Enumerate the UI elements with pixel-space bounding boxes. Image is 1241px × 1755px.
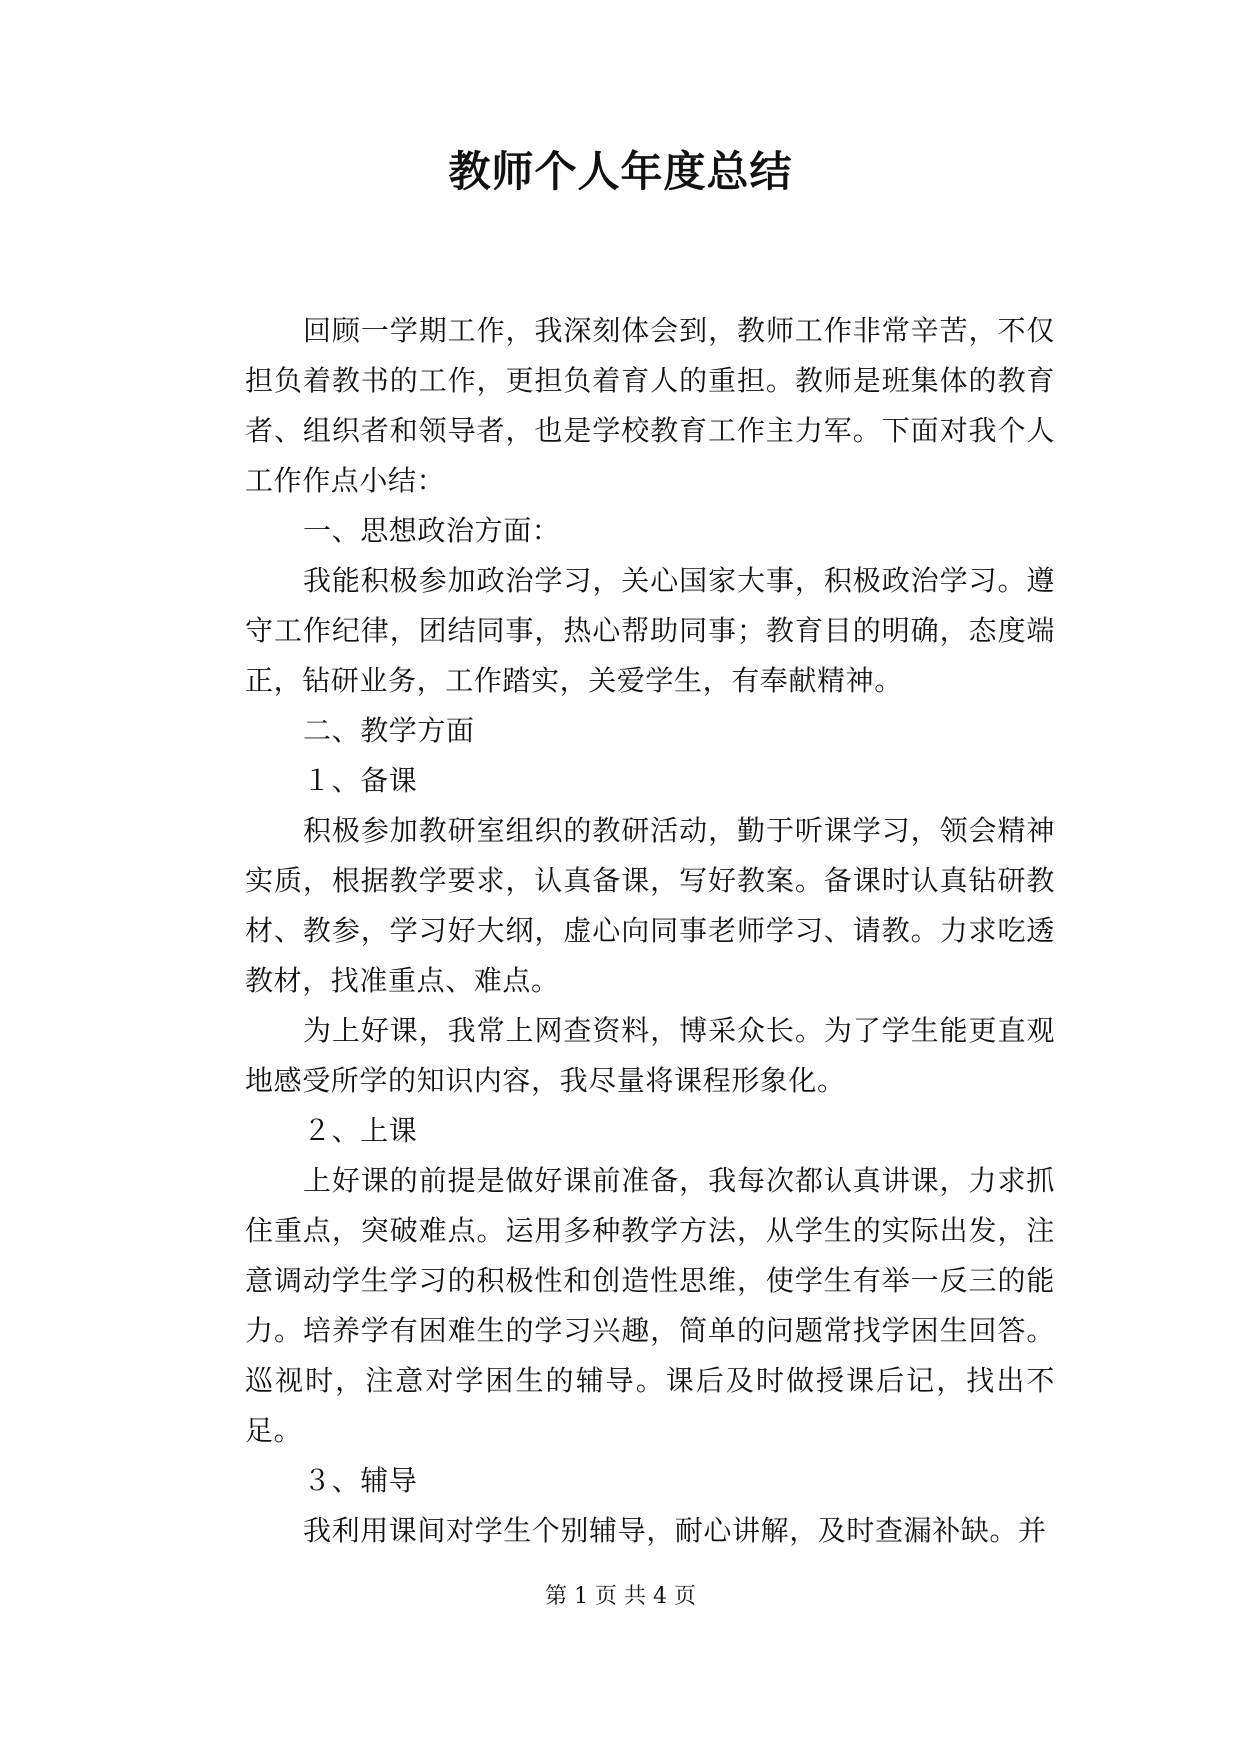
paragraph-class: 上好课的前提是做好课前准备，我每次都认真讲课，力求抓住重点，突破难点。运用多种教学方法，从学生的实际出发，注意调动学生学习的积极性和创造性思维，使学生有举一反三的能力。培养学有困难生的学习兴趣，简单的问题常找学困生回答。巡视时，注意对学困生的辅导。课后及时做授课后记，找出不足。 [245,1164,1055,1447]
paragraph-intro: 回顾一学期工作，我深刻体会到，教师工作非常辛苦，不仅担负着教书的工作，更担负着育人的重担。教师是班集体的教育者、组织者和领导者，也是学校教育工作主力军。下面对我个人工作作点小结： [245,314,1055,497]
paragraph-lesson-prep: 积极参加教研室组织的教研活动，勤于听课学习，领会精神实质，根据教学要求，认真备课，写好教案。备课时认真钻研教材、教参，学习好大纲，虚心向同事老师学习、请教。力求吃透教材，找准重点、难点。 [245,814,1055,997]
paragraph-ideology: 我能积极参加政治学习，关心国家大事，积极政治学习。遵守工作纪律，团结同事，热心帮助同事；教育目的明确，态度端正，钻研业务，工作踏实，关爱学生，有奉献精神。 [245,564,1055,697]
document-title: 教师个人年度总结 [448,147,793,196]
paragraph-tutoring: 我利用课间对学生个别辅导，耐心讲解，及时查漏补缺。并 [303,1514,1047,1547]
subheading-class: ２、上课 [303,1114,418,1147]
page-footer: 第 1 页 共 4 页 [545,1584,696,1609]
document-body [245,306,1055,1556]
paragraph-lesson-prep-2: 为上好课，我常上网查资料，博采众长。为了学生能更直观地感受所学的知识内容，我尽量将课程形象化。 [245,1014,1055,1097]
section-heading-teaching: 二、教学方面 [303,714,475,747]
subheading-tutoring: ３、辅导 [303,1464,418,1497]
section-heading-ideology: 一、思想政治方面： [303,514,561,547]
subheading-lesson-prep: １、备课 [303,764,418,797]
